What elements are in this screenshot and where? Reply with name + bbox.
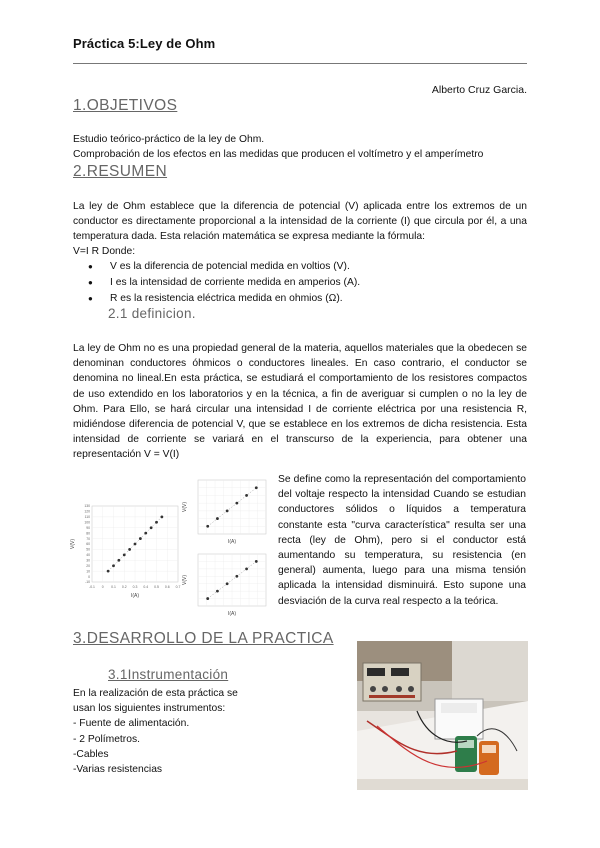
data-point <box>112 564 115 567</box>
data-point <box>160 515 163 518</box>
resumen-formula: V=I R Donde: <box>73 246 136 257</box>
data-point <box>139 537 142 540</box>
document-title: Práctica 5:Ley de Ohm <box>73 36 216 51</box>
chart-v-vs-i-main <box>70 500 185 600</box>
data-point <box>123 553 126 556</box>
x-tick-label: 0 <box>101 585 104 589</box>
x-tick-label: 0.6 <box>164 585 170 589</box>
data-point <box>245 494 248 497</box>
x-axis-label: I(A) <box>227 611 237 616</box>
data-point <box>107 570 110 573</box>
x-tick-label: 0.2 <box>121 585 127 589</box>
subsection-heading-definicion: 2.1 definicion. <box>108 306 196 321</box>
list-item: ● I es la intensidad de corriente medida en amperios (A). <box>84 275 524 291</box>
chart-v-vs-i-bottom <box>182 548 270 616</box>
curva-caracteristica-paragraph: Se define como la representación del comportamiento del voltaje respecto la intensidad Cuando se estudian conductores sólidos o líquidos a temperatura constante esta "curva característica" resulta ser una recta (ley de Ohm), pero si el conductor está aumentando su temperatura, su resistencia (en general) aumenta, luego para una misma tensión aplicada la intensidad disminuirá. Esto supone una desviación de la curva real respecto a la teórica. <box>278 474 526 607</box>
instrument-line: -Varias resistencias <box>73 764 163 776</box>
x-tick-label: 0.5 <box>154 585 159 589</box>
y-tick-label: 70 <box>86 536 90 541</box>
data-point <box>235 502 238 505</box>
instrument-line: -Cables <box>73 748 109 760</box>
data-point <box>255 486 258 489</box>
section-heading-resumen: 2.RESUMEN <box>73 163 168 180</box>
data-point <box>255 560 258 563</box>
resumen-bullet-list <box>84 259 524 307</box>
data-point <box>245 567 248 570</box>
instrument-line: - Fuente de alimentación. <box>73 718 190 730</box>
objetivo-line: Comprobación de los efectos en las medidas que producen el voltímetro y el amperímetro <box>73 149 484 161</box>
data-point <box>155 521 158 524</box>
y-tick-label: 40 <box>86 553 90 558</box>
y-tick-label: 120 <box>84 509 90 514</box>
data-point <box>226 582 229 585</box>
x-tick-label: 0.3 <box>132 585 138 589</box>
y-axis-label: V(V) <box>182 575 188 585</box>
x-axis-label: I(A) <box>227 539 237 545</box>
x-tick-label: 0.4 <box>143 585 149 589</box>
y-tick-label: 10 <box>86 569 90 574</box>
instrument-line: - 2 Polímetros. <box>73 733 140 745</box>
data-point <box>150 526 153 529</box>
data-point <box>216 590 219 593</box>
list-item: ● V es la diferencia de potencial medida en voltios (V). <box>84 259 524 275</box>
data-point <box>144 532 147 535</box>
y-tick-label: 50 <box>86 547 90 552</box>
x-axis-label: I(A) <box>130 593 140 599</box>
data-point <box>128 548 131 551</box>
instrumentacion-list <box>73 686 273 777</box>
author-name: Alberto Cruz Garcia. <box>431 84 527 96</box>
definicion-paragraph: La ley de Ohm no es una propiedad general de la materia, aquellos materiales que la obedecen se denominan conductores óhmicos o conductores lineales. En caso contrario, el conductor se denomina no lineal.En esta práctica, se estudiará el comportamiento de los resistores compactos de uso extendido en los laboratorios y en la técnica, a fin de averiguar si cumplen o no la ley de Ohm. Para Ello, se hará circular una intensidad I de corriente eléctrica por una resistencia R, midiéndose diferencia de potencial V, que se establece en los extremos de dicha resistencia. Esta intensidad de corriente se variará en el transcurso de la experiencia, para obtener una representación V = V(I) <box>73 343 527 461</box>
x-tick-label: -0.1 <box>89 585 95 589</box>
resumen-paragraph: La ley de Ohm establece que la diferencia de potencial (V) aplicada entre los extremos de un conductor es directamente proporcional a la intensidad de la corriente (I) que circula por él, a una temperatura dada. Esta relación matemática se expresa mediante la fórmula: <box>73 201 527 243</box>
y-tick-label: 30 <box>86 558 90 563</box>
lab-setup-photo <box>357 641 528 790</box>
data-point <box>226 509 229 512</box>
y-tick-label: 60 <box>86 542 90 547</box>
objetivos-list <box>73 132 543 162</box>
data-point <box>206 597 209 600</box>
data-point <box>235 575 238 578</box>
chart-v-vs-i-top <box>182 474 270 546</box>
data-point <box>134 543 137 546</box>
y-tick-label: 80 <box>86 531 90 536</box>
list-item: ● R es la resistencia eléctrica medida en ohmios (Ω). <box>84 291 524 307</box>
instrument-line: En la realización de esta práctica se <box>73 688 238 699</box>
y-tick-label: 0 <box>88 574 90 579</box>
section-heading-objetivos: 1.OBJETIVOS <box>73 97 178 114</box>
y-tick-label: -10 <box>85 580 90 585</box>
y-axis-label: V(V) <box>70 539 76 549</box>
y-tick-label: 20 <box>86 563 90 568</box>
data-point <box>206 525 209 528</box>
y-tick-label: 100 <box>84 520 90 525</box>
y-tick-label: 130 <box>84 504 90 509</box>
header-divider <box>73 63 527 64</box>
data-point <box>117 559 120 562</box>
data-point <box>216 517 219 520</box>
objetivo-line: Estudio teórico-práctico de la ley de Ohm. <box>73 134 265 145</box>
instrument-line: usan los siguientes instrumentos: <box>73 703 226 715</box>
y-tick-label: 110 <box>84 515 90 520</box>
y-axis-label: V(V) <box>182 502 188 512</box>
subsection-heading-instrumentacion: 3.1Instrumentación <box>108 667 229 682</box>
section-heading-desarrollo: 3.DESARROLLO DE LA PRACTICA <box>73 630 334 647</box>
x-tick-label: 0.1 <box>111 585 116 589</box>
y-tick-label: 90 <box>86 525 90 530</box>
x-tick-label: 0.7 <box>175 585 181 589</box>
